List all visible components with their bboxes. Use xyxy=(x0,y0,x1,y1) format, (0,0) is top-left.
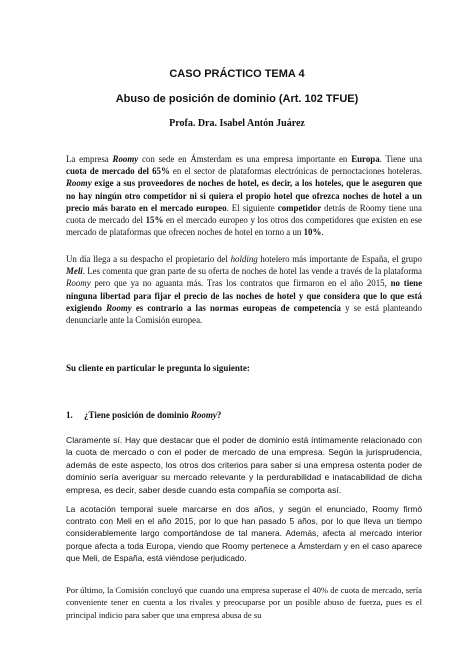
section-heading: Su cliente en particular le pregunta lo siguiente: xyxy=(66,363,250,373)
case-paragraph-2: Un día llega a su despacho el propietario del holding hotelero más importante de España, el grupo Meli. Les comenta que gran parte de su oferta de noches de hotel las vende a través de la plataforma Roomy pero que ya no aguanta más. Tras los contratos que firmaron en el año 2015, no tiene ninguna libertad para fijar el precio de las noches de hotel y que considera que lo que está exigiendo Roomy es contrario a las normas europeas de competencia y se está planteando denunciarle ante la Comisión europea. xyxy=(66,254,423,326)
question-number: 1. xyxy=(66,410,73,420)
answer-paragraph-3: Por último, la Comisión concluyó que cuando una empresa superase el 40% de cuota de mercado, sería conveniente tener en cuenta a los rivales y preocuparse por un posible abuso de fuerza, pues es el principal indicio para saber que una empresa abusa de su xyxy=(66,585,422,620)
document-author: Profa. Dra. Isabel Antón Juárez xyxy=(169,118,305,129)
document-title: CASO PRÁCTICO TEMA 4 xyxy=(169,68,305,80)
document-subtitle: Abuso de posición de dominio (Art. 102 TFUE) xyxy=(115,93,359,105)
answer-paragraph-1: Claramente sí. Hay que destacar que el poder de dominio está íntimamente relacionado con la cuota de mercado o con el poder de mercado de una empresa. Según la jurisprudencia, además de este aspecto, los otros dos criterios para saber si una empresa ostenta poder de dominio sería averiguar su mercado relevante y la perdurabilidad e inatacabilidad de dicha empresa, es decir, saber desde cuando esta compañía se comporta así. xyxy=(66,435,422,495)
company-roomy: Roomy xyxy=(112,154,139,164)
question-1: 1. ¿Tiene posición de dominio Roomy? xyxy=(66,410,222,420)
case-paragraph-1: La empresa Roomy con sede en Ámsterdam es una empresa importante en Europa. Tiene una cuota de mercado del 65% en el sector de plataformas electrónicas de pernoctaciones hoteleras. Roomy exige a sus proveedores de noches de hotel, es decir, a los hoteles, que le aseguren que no hay ningún otro competidor ni si quiera el propio hotel que ofrezca noches de hotel a un precio más barato en el mercado europeo. El siguiente competidor detrás de Roomy tiene una cuota de mercado del 15% en el mercado europeo y los otros dos competidores que existen en ese mercado de plataformas que ofrecen noches de hotel en torno a un 10%. xyxy=(66,154,423,238)
answer-paragraph-2: La acotación temporal suele marcarse en dos años, y según el enunciado, Roomy firmó contrato con Meli en el año 2015, por lo que han pasado 5 años, por lo que lleva un tiempo considerablemente largo comportándose de tal manera. Además, afecta al mercado interior porque afecta a toda Europa, viendo que Roomy pertenece a Ámsterdam y en el caso aparece que Meli, de España, está viéndose perjudicado. xyxy=(66,504,422,563)
